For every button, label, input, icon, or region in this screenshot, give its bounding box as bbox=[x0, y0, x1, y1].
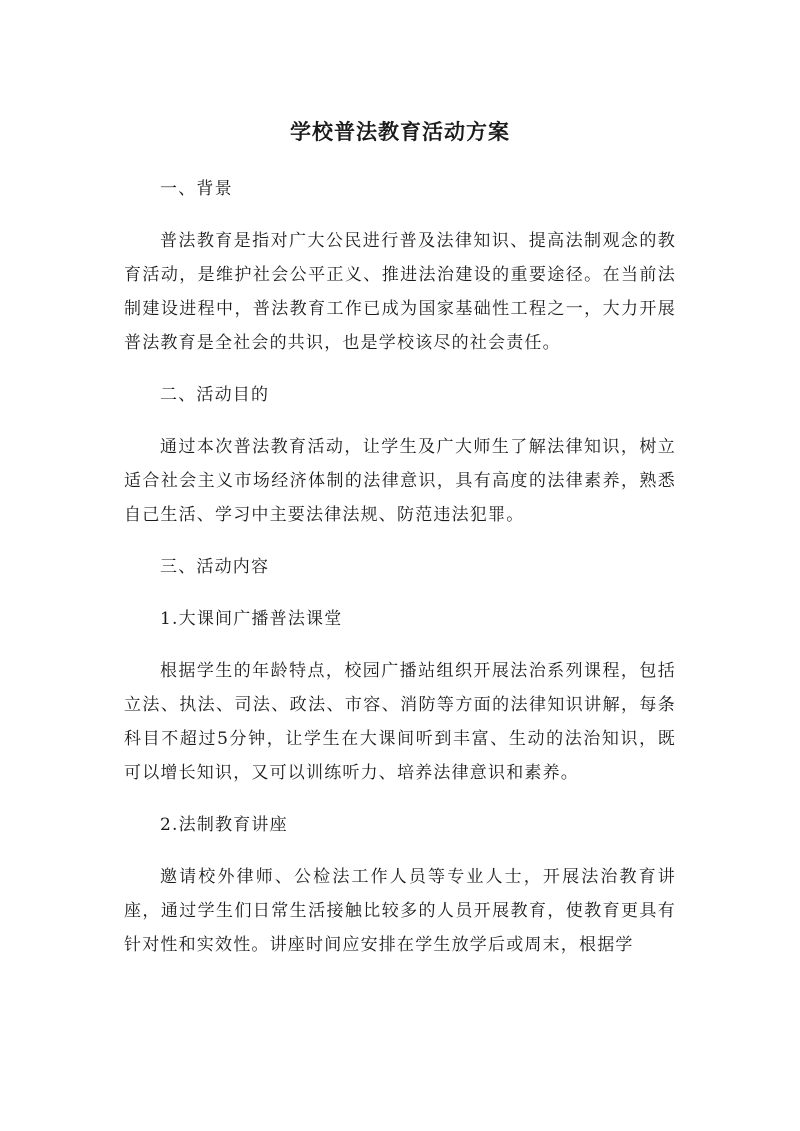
subheading-broadcast-class: 1.大课间广播普法课堂 bbox=[160, 609, 343, 629]
section-heading-purpose: 二、活动目的 bbox=[160, 385, 270, 405]
paragraph-broadcast-class: 根据学生的年龄特点，校园广播站组织开展法治系列课程，包括立法、执法、司法、政法、市容、消防等方面的法律知识讲解，每条科目不超过5分钟，让学生在大课间听到丰富、生动的法治知识，既可以增长知识，又可以训练听力、培养法律意识和素养。 bbox=[124, 661, 676, 783]
paragraph-purpose: 通过本次普法教育活动，让学生及广大师生了解法律知识，树立适合社会主义市场经济体制的法律意识，具有高度的法律素养，熟悉自己生活、学习中主要法律法规、防范违法犯罪。 bbox=[124, 437, 676, 525]
paragraph-background: 普法教育是指对广大公民进行普及法律知识、提高法制观念的教育活动，是维护社会公平正义、推进法治建设的重要途径。在当前法制建设进程中，普法教育工作已成为国家基础性工程之一，大力开展普法教育是全社会的共识，也是学校该尽的社会责任。 bbox=[124, 231, 676, 353]
document-body bbox=[124, 172, 676, 980]
section-heading-content: 三、活动内容 bbox=[160, 557, 270, 577]
subheading-legal-lecture: 2.法制教育讲座 bbox=[160, 815, 288, 835]
paragraph-legal-lecture: 邀请校外律师、公检法工作人员等专业人士，开展法治教育讲座，通过学生们日常生活接触比较多的人员开展教育，使教育更具有针对性和实效性。讲座时间应安排在学生放学后或周末，根据学 bbox=[124, 867, 676, 955]
document-title: 学校普法教育活动方案 bbox=[290, 120, 510, 144]
section-heading-background: 一、背景 bbox=[160, 179, 233, 199]
